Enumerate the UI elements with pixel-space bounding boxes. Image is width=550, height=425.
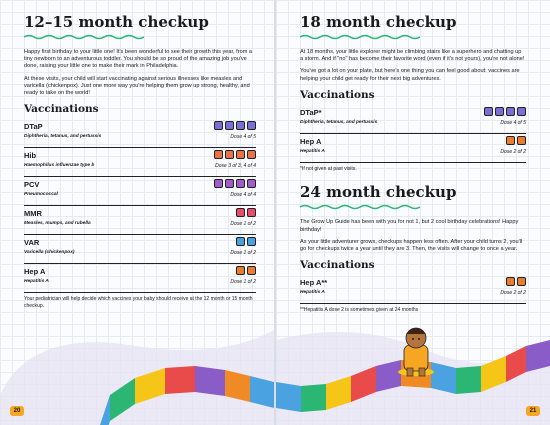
vaccine-name: Hep A**: [300, 278, 328, 288]
vaccine-description: Haemophilus influenzae type b: [24, 163, 95, 169]
intro-paragraph: The Grow Up Guide has been with you for not 1, but 2 cool birthday celebrations! Happy birthday!: [300, 219, 519, 233]
page-number: 20: [10, 406, 24, 416]
intro-paragraph: At 18 months, your little explorer might be climbing stairs like a superhero and chatting up a storm. And if "no" has become their favorite word (even if it's not yours), you're not alone!: [300, 49, 525, 63]
page-title: 12–15 month checkup: [24, 13, 209, 31]
page-title-24: 24 month checkup: [300, 183, 457, 202]
vaccine-name: DTaP*: [300, 107, 322, 117]
vaccine-dose: Dose 1 of 2: [230, 221, 256, 228]
intro-paragraph: At these visits, your child will start vaccinating against serious illnesses like measles and varicella (chickenpox). Just one more way you're helping them grow up strong, healthy, and ready to take on the world!: [24, 75, 250, 97]
game-board-road: [276, 0, 550, 425]
footnote: *If not given at past visits.: [300, 165, 357, 172]
vaccinations-heading: Vaccinations: [300, 88, 375, 101]
vaccine-description: Pneumococcal: [24, 192, 58, 198]
road-tile: [456, 366, 481, 394]
vaccine-description: Varicella (chickenpox): [24, 250, 75, 256]
vaccine-name: Hib: [24, 151, 37, 161]
page-number: 21: [526, 406, 540, 416]
vaccine-description: Hepatitis A: [300, 290, 325, 296]
intro-paragraph: You've got a lot on your plate, but here's one thing you can feel good about: vaccines are helping your child get ready for their next big adventures.: [300, 68, 520, 82]
intro-paragraph: Happy first birthday to your little one! It's been wonderful to see their growth this year, from a tiny newborn to an adventurous toddler. You should be so proud of the amazing job you've done, raising your little one to make their mark in Philadelphia.: [24, 49, 253, 70]
game-board-road: [0, 0, 274, 425]
vaccine-description: Diphtheria, tetanus, and pertussis: [300, 119, 378, 125]
vaccine-description: Hepatitis A: [300, 148, 325, 154]
vaccine-dose: Dose 4 of 4: [230, 192, 256, 199]
vaccine-name: MMR: [24, 209, 42, 219]
vaccine-dose: Dose 4 of 5: [500, 119, 526, 126]
vaccine-description: Measles, mumps, and rubella: [24, 221, 91, 227]
footnote: Your pediatrician will help decide which vaccines your baby should receive at the 12 month or 15 month checkup.: [24, 296, 253, 309]
vaccine-name: Hep A: [24, 267, 46, 277]
vaccine-name: PCV: [24, 180, 40, 190]
vaccine-dose: Dose 1 of 2: [230, 250, 256, 257]
vaccine-name: Hep A: [300, 136, 322, 146]
road-tile: [195, 366, 225, 396]
road-tile: [276, 382, 301, 412]
vaccine-dose: Dose 2 of 2: [500, 148, 526, 155]
intro-paragraph: As your little adventurer grows, checkups happen less often. After your child turns 2, you'll go for checkups twice a year until they are 3. Then, the visits will change to once a year.: [300, 238, 523, 252]
vaccine-dose: Dose 3 of 3, 4 of 4: [215, 163, 256, 170]
right-page: [276, 0, 550, 425]
vaccine-name: VAR: [24, 238, 40, 248]
left-page: [0, 0, 274, 425]
vaccine-dose: Dose 4 of 5: [230, 134, 256, 141]
road-tile: [165, 366, 195, 394]
vaccinations-heading: Vaccinations: [24, 103, 99, 116]
footnote: **Hepatitis A dose 2 is sometimes given at 24 months: [300, 307, 419, 314]
vaccine-description: Diphtheria, tetanus, and pertussis: [24, 134, 102, 140]
vaccine-dose: Dose 1 of 2: [230, 279, 256, 286]
vaccine-description: Hepatitis A: [24, 279, 49, 285]
vaccinations-heading: Vaccinations: [300, 259, 375, 272]
vaccine-dose: Dose 2 of 2: [500, 290, 526, 297]
vaccine-name: DTaP: [24, 122, 43, 132]
road-tile: [301, 384, 326, 412]
page-title-18: 18 month checkup: [300, 13, 457, 31]
